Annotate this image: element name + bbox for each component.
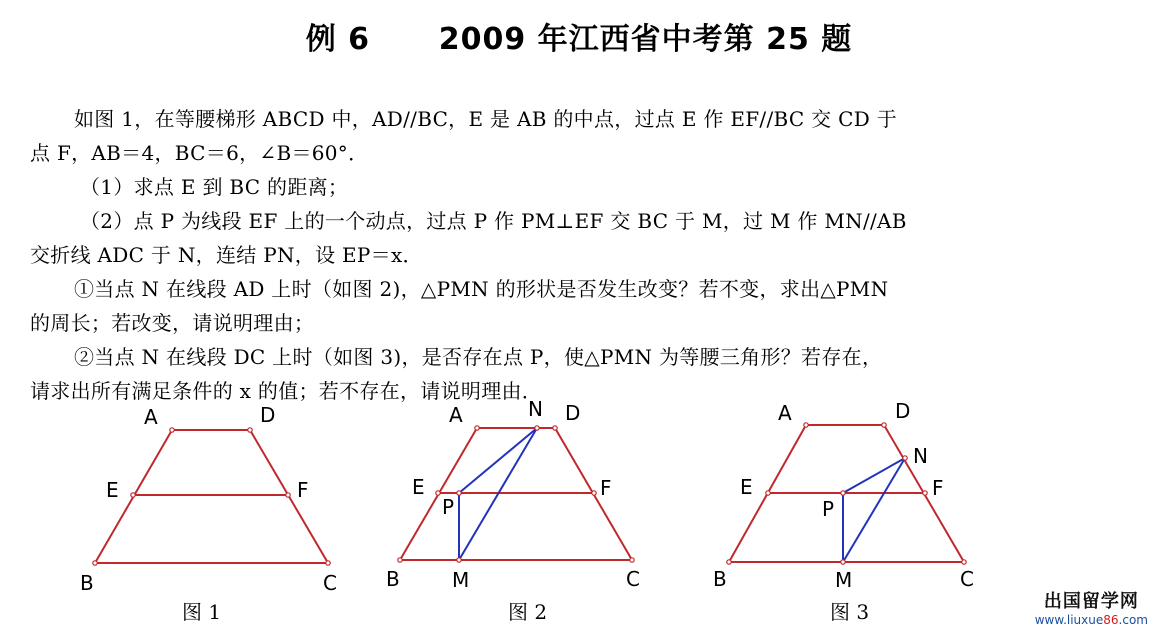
point-a	[804, 423, 808, 427]
point-b	[727, 560, 731, 564]
point-b	[93, 561, 97, 565]
problem-line: 点 F，AB＝4，BC＝6，∠B＝60°．	[30, 141, 369, 165]
watermark-url: www.liuxue86.com	[1034, 613, 1148, 627]
label-c: C	[626, 567, 640, 591]
label-d: D	[565, 401, 581, 425]
point-e	[131, 493, 135, 497]
point-e	[766, 491, 770, 495]
point-n	[535, 426, 539, 430]
figure-caption: 图 2	[508, 600, 548, 624]
label-a: A	[449, 403, 463, 427]
label-m: M	[835, 568, 853, 592]
label-n: N	[913, 444, 928, 468]
point-b	[398, 558, 402, 562]
figure-1	[95, 430, 328, 563]
label-e: E	[740, 475, 753, 499]
figure-2	[400, 428, 632, 560]
label-m: M	[452, 568, 470, 592]
point-p	[457, 491, 461, 495]
label-f: F	[600, 476, 612, 500]
problem-line: 的周长；若改变，请说明理由；	[30, 311, 315, 335]
point-c	[962, 560, 966, 564]
point-n	[903, 456, 907, 460]
figure-caption: 图 3	[830, 600, 870, 624]
problem-line: （1）求点 E 到 BC 的距离；	[80, 175, 349, 199]
label-d: D	[895, 399, 911, 423]
problem-line: （2）点 P 为线段 EF 上的一个动点，过点 P 作 PM⊥EF 交 BC 于 M，过 M 作 MN//AB	[80, 209, 907, 233]
label-e: E	[412, 475, 425, 499]
label-b: B	[713, 567, 727, 591]
point-c	[630, 558, 634, 562]
point-c	[326, 561, 330, 565]
figure-3	[729, 425, 964, 562]
label-c: C	[960, 567, 974, 591]
label-c: C	[323, 571, 337, 595]
label-p: P	[442, 495, 455, 519]
point-f	[923, 491, 927, 495]
label-f: F	[297, 478, 309, 502]
watermark-logo	[1035, 587, 1148, 627]
problem-line: ②当点 N 在线段 DC 上时（如图 3)，是否存在点 P，使△PMN 为等腰三角形？若存在，	[74, 345, 883, 369]
point-e	[436, 491, 440, 495]
trapezoid-abcd	[95, 430, 328, 563]
label-d: D	[260, 403, 276, 427]
problem-line: 请求出所有满足条件的 x 的值；若不存在，请说明理由．	[30, 379, 543, 403]
point-f	[286, 493, 290, 497]
label-a: A	[144, 405, 158, 429]
point-p	[841, 491, 845, 495]
point-d	[882, 423, 886, 427]
label-b: B	[80, 571, 94, 595]
point-f	[592, 491, 596, 495]
point-d	[248, 428, 252, 432]
triangle-pmn	[843, 458, 905, 562]
problem-line: ①当点 N 在线段 AD 上时（如图 2)，△PMN 的形状是否发生改变？若不变，求出△PMN	[74, 277, 889, 301]
watermark-name: 出国留学网	[1043, 591, 1139, 612]
figure-caption: 图 1	[182, 600, 222, 624]
label-e: E	[106, 478, 119, 502]
point-d	[553, 426, 557, 430]
problem-line: 交折线 ADC 于 N，连结 PN，设 EP＝x．	[30, 243, 423, 267]
page-title: 例 6 2009 年江西省中考第 25 题	[305, 22, 853, 57]
point-m	[841, 560, 845, 564]
label-f: F	[932, 476, 944, 500]
problem-line: 如图 1，在等腰梯形 ABCD 中，AD//BC，E 是 AB 的中点，过点 E 作 EF//BC 交 CD 于	[74, 107, 897, 131]
label-n: N	[528, 397, 543, 421]
point-m	[457, 558, 461, 562]
label-b: B	[386, 567, 400, 591]
point-a	[475, 426, 479, 430]
label-a: A	[778, 401, 792, 425]
point-a	[170, 428, 174, 432]
label-p: P	[822, 497, 835, 521]
